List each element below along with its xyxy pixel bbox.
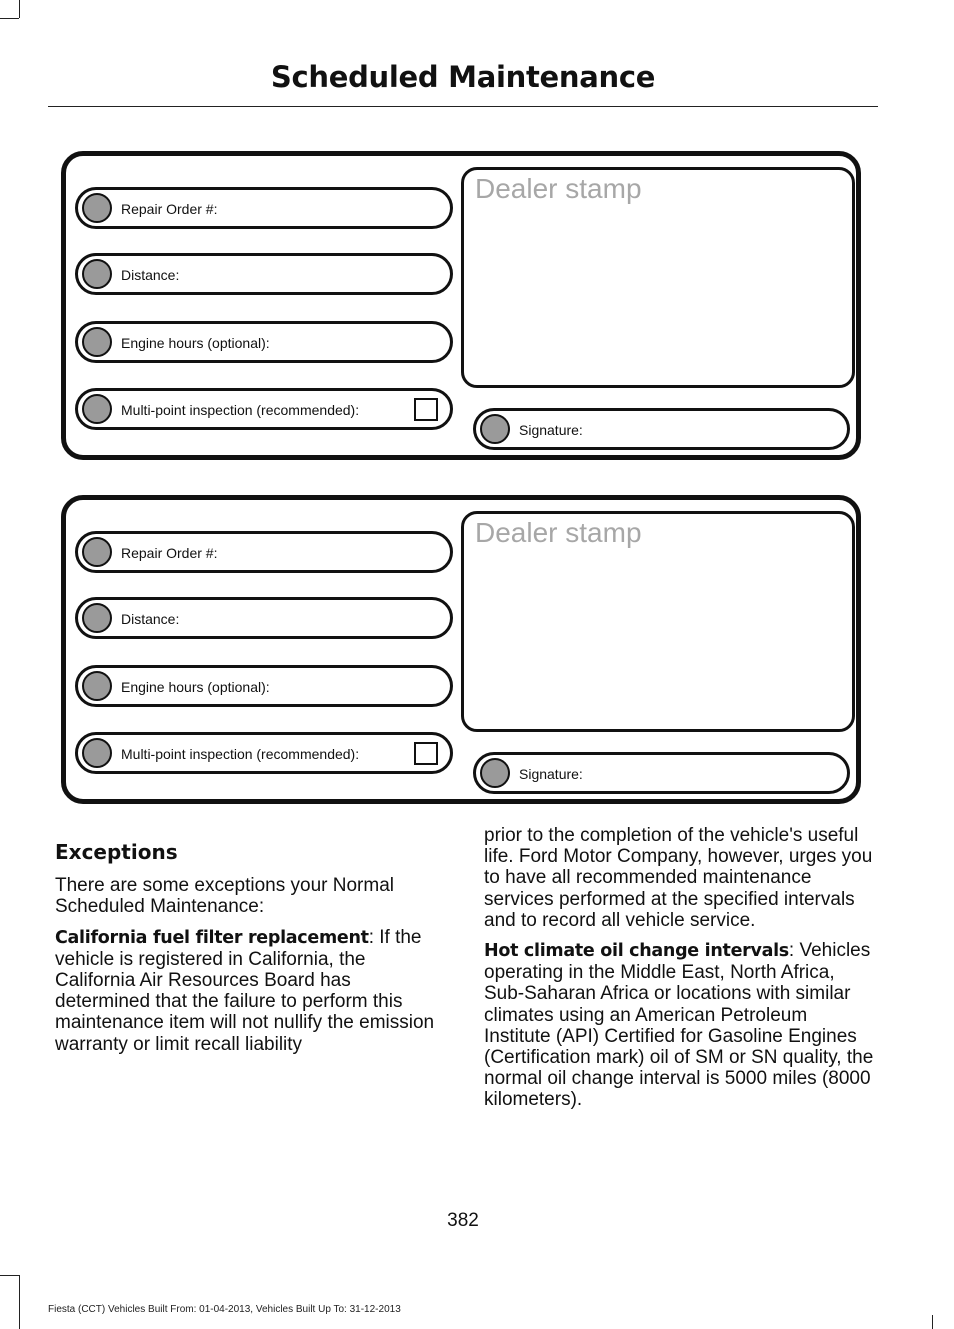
left-column	[55, 842, 447, 1064]
footer-text: Fiesta (CCT) Vehicles Built From: 01-04-2013, Vehicles Built Up To: 31-12-2013	[48, 1304, 401, 1315]
page-title: Scheduled Maintenance	[270, 60, 656, 94]
dealer-stamp-label: Dealer stamp	[475, 173, 642, 204]
crop-mark	[19, 1275, 20, 1329]
signature-field[interactable]	[473, 408, 850, 450]
bullet-circle-icon	[82, 327, 112, 357]
dealer-stamp-box	[461, 511, 855, 732]
dealer-stamp-label: Dealer stamp	[475, 517, 642, 548]
bullet-circle-icon	[82, 193, 112, 223]
inspection-field	[75, 732, 453, 774]
maintenance-record-card	[61, 495, 861, 804]
maintenance-record-card	[61, 151, 861, 460]
california-text: : If the vehicle is registered in California, the California Air Resources Board has determined that the failure to perform this maintenance item will not nullify the emission warranty or limit recall liability	[55, 926, 435, 1055]
field-label: Repair Order #:	[121, 545, 218, 561]
engine-hours-field[interactable]	[75, 321, 453, 363]
right-column	[484, 825, 878, 1120]
field-label: Engine hours (optional):	[121, 679, 270, 695]
title-divider	[48, 106, 878, 107]
bullet-circle-icon	[82, 259, 112, 289]
inspection-checkbox[interactable]	[414, 742, 438, 765]
bullet-circle-icon	[82, 738, 112, 768]
bullet-circle-icon	[82, 603, 112, 633]
distance-field[interactable]	[75, 597, 453, 639]
field-label: Multi-point inspection (recommended):	[121, 746, 360, 762]
exceptions-intro: There are some exceptions your Normal Scheduled Maintenance:	[55, 875, 394, 918]
repair-order-field[interactable]	[75, 187, 453, 229]
field-label: Engine hours (optional):	[121, 335, 270, 351]
crop-mark	[0, 18, 19, 19]
bullet-circle-icon	[480, 758, 510, 788]
inspection-checkbox[interactable]	[414, 398, 438, 421]
dealer-stamp-box	[461, 167, 855, 388]
hot-climate-paragraph	[484, 940, 878, 1111]
hot-climate-run-in-heading: Hot climate oil change intervals	[484, 941, 789, 962]
bullet-circle-icon	[480, 414, 510, 444]
field-label: Signature:	[519, 422, 583, 438]
inspection-field	[75, 388, 453, 430]
continued-paragraph: prior to the completion of the vehicle's useful life. Ford Motor Company, however, urges you to have all recommended maintenance services performed at the specified intervals and to record all vehicle service.	[484, 825, 873, 931]
field-label: Distance:	[121, 611, 180, 627]
california-run-in-heading: California fuel filter replacement	[55, 927, 369, 948]
crop-mark	[19, 0, 20, 18]
signature-field[interactable]	[473, 752, 850, 794]
bullet-circle-icon	[82, 671, 112, 701]
page-number: 382	[447, 1210, 479, 1231]
bullet-circle-icon	[82, 537, 112, 567]
exceptions-heading: Exceptions	[55, 840, 178, 864]
crop-mark	[0, 1275, 19, 1276]
hot-climate-text: : Vehicles operating in the Middle East, North Africa, Sub-Saharan Africa or locations with similar climates using an American Petroleum Institute (API) Certified for Gasoline Engines (Certification mark) oil of SM or SN quality, the normal oil change interval is 5000 miles (8000 kilometers).	[484, 940, 874, 1111]
field-label: Multi-point inspection (recommended):	[121, 402, 360, 418]
field-label: Signature:	[519, 766, 583, 782]
crop-mark	[932, 1315, 933, 1329]
engine-hours-field[interactable]	[75, 665, 453, 707]
repair-order-field[interactable]	[75, 531, 453, 573]
distance-field[interactable]	[75, 253, 453, 295]
field-label: Repair Order #:	[121, 201, 218, 217]
california-paragraph	[55, 927, 447, 1055]
bullet-circle-icon	[82, 394, 112, 424]
field-label: Distance:	[121, 267, 180, 283]
